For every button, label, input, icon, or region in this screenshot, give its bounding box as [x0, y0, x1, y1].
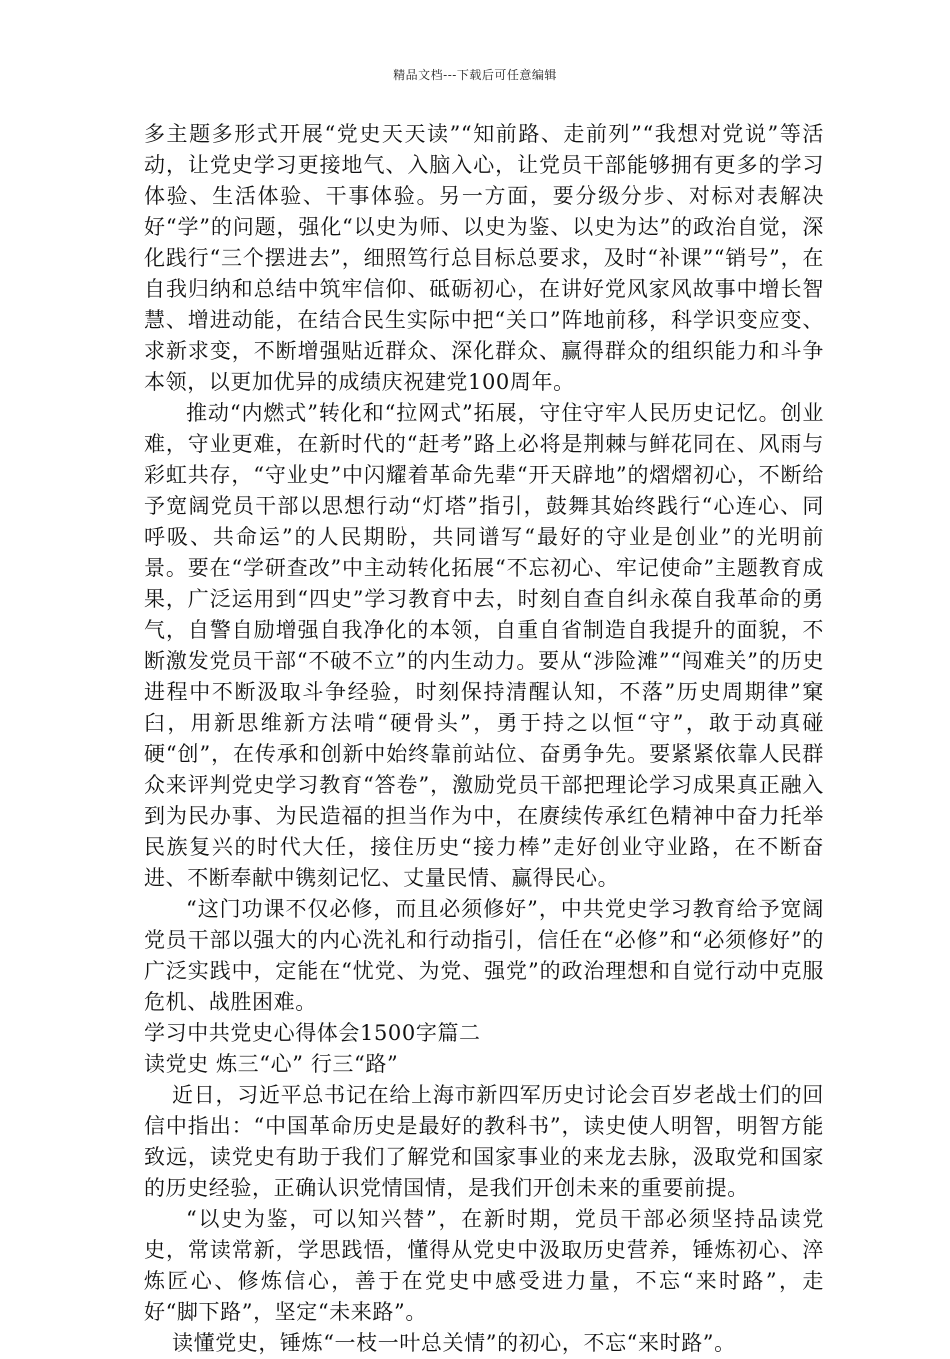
paragraph: 读懂党史，锤炼“一枝一叶总关情”的初心，不忘“来时路”。	[172, 1331, 736, 1355]
paragraph: 推动“内燃式”转化和“拉网式”拓展，守住守牢人民历史记忆。创业难，守业更难，在新时代的“赶考”路上必将是荆棘与鲜花同在、风雨与彩虹共存，“守业史”中闪耀着革命先辈“开天辟地”的熠熠初心，不断给予宽阔党员干部以思想行动“灯塔”指引，鼓舞其始终践行“心连心、同呼吸、共命运”的人民期盼，共同谱写“最好的守业是创业”的光明前景。要在“学研查改”中主动转化拓展“不忘初心、牢记使命”主题教育成果，广泛运用到“四史”学习教育中去，时刻自查自纠永葆自我革命的勇气，自警自励增强自我净化的本领，自重自省制造自我提升的面貌，不断激发党员干部“不破不立”的内生动力。要从“涉险滩”“闯难关”的历史进程中不断汲取斗争经验，时刻保持清醒认知，不落”历史周期律”窠臼，用新思维新方法啃“硬骨头”，勇于持之以恒“守”，敢于动真碰硬“创”，在传承和创新中始终靠前站位、奋勇争先。要紧紧依靠人民群众来评判党史学习教育“答卷”，激励党员干部把理论学习成果真正融入到为民办事、为民造福的担当作为中，在赓续传承红色精神中奋力托举民族复兴的时代大任，接住历史“接力棒”走好创业守业路，在不断奋进、不断奉献中镌刻记忆、丈量民情、赢得民心。	[144, 401, 824, 890]
section-title: 学习中共党史心得体会1500字篇二	[144, 1021, 481, 1045]
page-header: 精品文档---下载后可任意编辑	[393, 68, 557, 82]
paragraph: 多主题多形式开展“党史天天读”“知前路、走前列”“我想对党说”等活动，让党史学习更接地气、入脑入心，让党员干部能够拥有更多的学习体验、生活体验、干事体验。另一方面，要分级分步、对标对表解决好“学”的问题，强化“以史为师、以史为鉴、以史为达”的政治自觉，深化践行“三个摆进去”，细照笃行总目标总要求，及时“补课”“销号”，在自我归纳和总结中筑牢信仰、砥砺初心，在讲好党风家风故事中增长智慧、增进动能，在结合民生实际中把“关口”阵地前移，科学识变应变、求新求变，不断增强贴近群众、深化群众、赢得群众的组织能力和斗争本领，以更加优异的成绩庆祝建党100周年。	[144, 122, 824, 394]
section-subtitle: 读党史 炼三“心” 行三“路”	[144, 1052, 399, 1076]
document-body	[144, 119, 824, 1359]
paragraph: 近日，习近平总书记在给上海市新四军历史讨论会百岁老战士们的回信中指出：“中国革命历史是最好的教科书”，读史使人明智，明智方能致远，读党史有助于我们了解党和国家事业的来龙去脉，汲取党和国家的历史经验，正确认识党情国情，是我们开创未来的重要前提。	[144, 1083, 824, 1200]
paragraph: “以史为鉴，可以知兴替”，在新时期，党员干部必须坚持品读党史，常读常新，学思践悟，懂得从党史中汲取历史营养，锤炼初心、淬炼匠心、修炼信心，善于在党史中感受进力量，不忘“来时路”，走好“脚下路”，坚定“未来路”。	[144, 1207, 825, 1324]
paragraph: “这门功课不仅必修，而且必须修好”，中共党史学习教育给予宽阔党员干部以强大的内心洗礼和行动指引，信任在“必修”和“必须修好”的广泛实践中，定能在“忧党、为党、强党”的政治理想和自觉行动中克服危机、战胜困难。	[144, 897, 824, 1014]
